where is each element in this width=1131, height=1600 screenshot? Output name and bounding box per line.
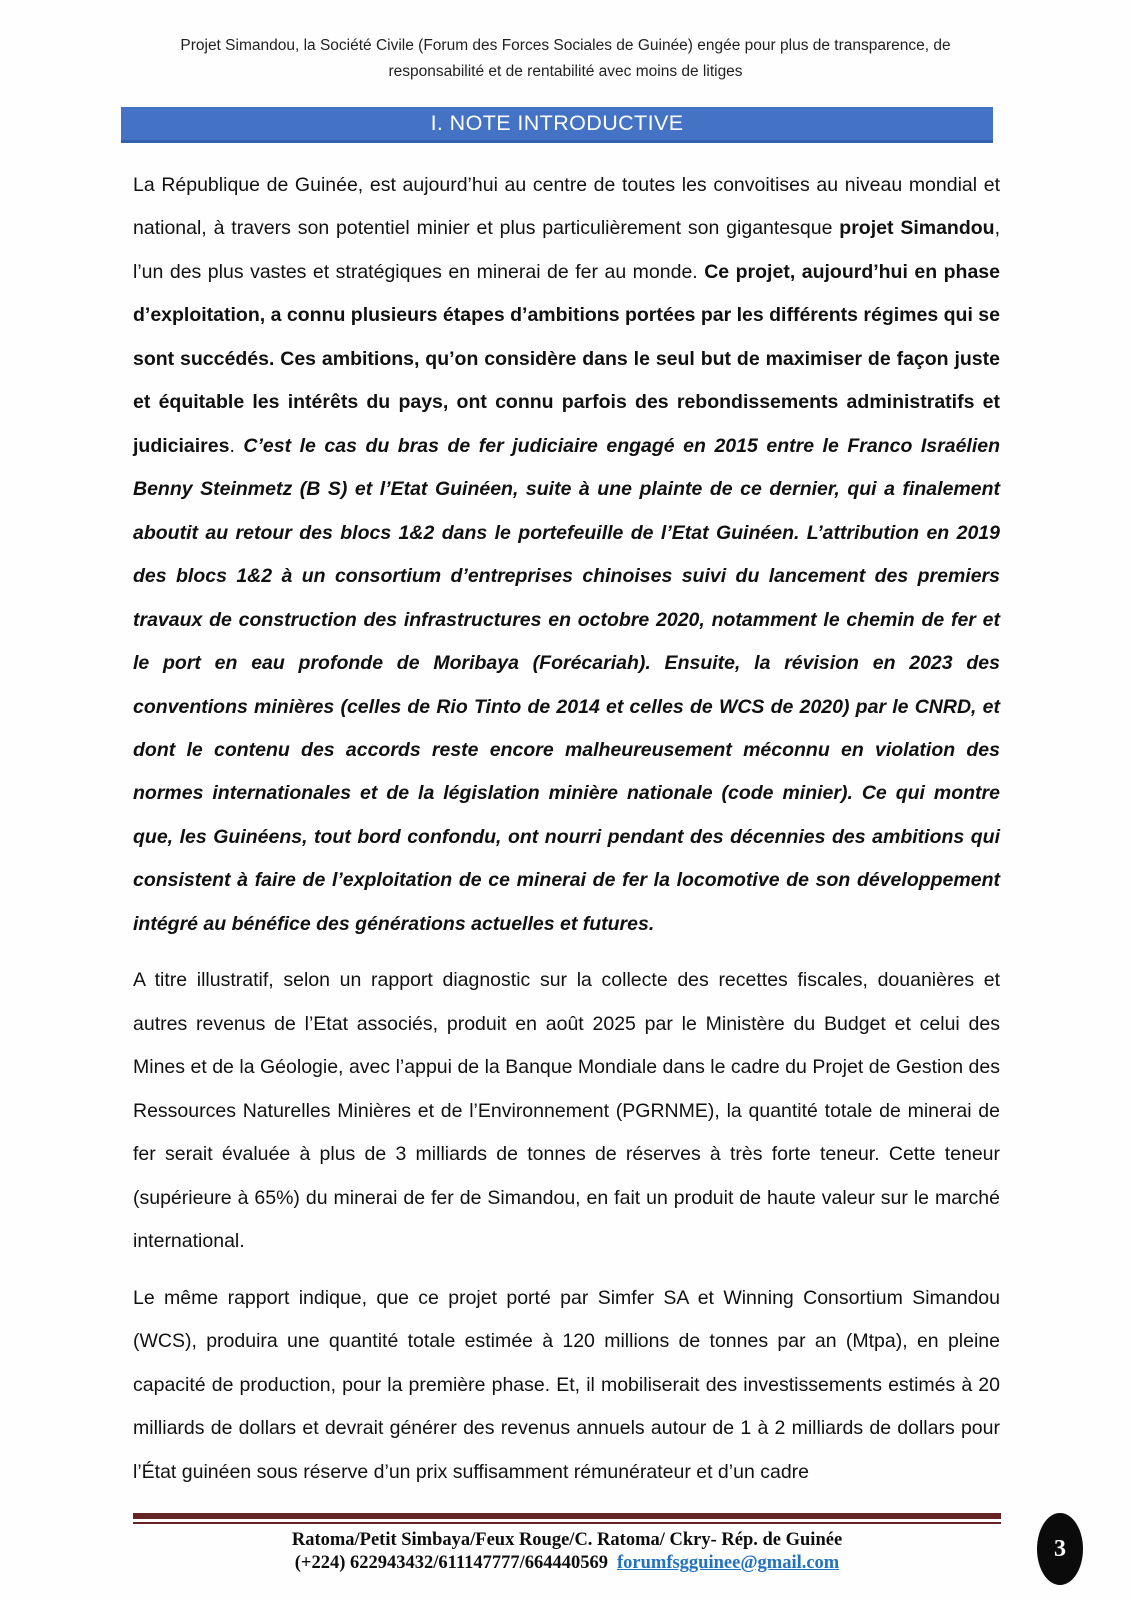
section-title: I. NOTE INTRODUCTIVE	[430, 110, 684, 135]
footer-phone-numbers: (+224) 622943432/611147777/664440569	[294, 1553, 608, 1573]
text-segment: , l’un des plus vastes et stratégiques en minerai de fer au monde.	[133, 217, 1000, 283]
paragraph	[133, 1277, 1000, 1494]
footer-rule-thick	[133, 1513, 1001, 1519]
document-body	[133, 164, 1000, 1495]
footer-email-link[interactable]: forumfsgguinee@gmail.com	[617, 1553, 840, 1573]
text-segment: C’est le cas du bras de fer judiciaire engagé en 2015 entre le Franco Israélien Benny Steinmetz (B S) et l’Etat Guinéen, suite à une plainte de ce dernier, qui a finalement aboutit au retour des blocs 1&2 dans le portefeuille de l’Etat Guinéen. L’attribution en 2019 des blocs 1&2 à un consortium d’entreprises chinoises suivi du lancement des premiers travaux de construction des infrastructures en octobre 2020, notamment le chemin de fer et le port en eau profonde de Moribaya (Forécariah). Ensuite, la révision en 2023 des conventions minières (celles de Rio Tinto de 2014 et celles de WCS de 2020) par le CNRD, et dont le contenu des accords reste encore malheureusement méconnu en violation des normes internationales et de la législation minière nationale (code minier). Ce qui montre que, les Guinéens, tout bord confondu, ont nourri pendant des décennies des ambitions qui consistent à faire de l’exploitation de ce minerai de fer la locomotive de son développement intégré au bénéfice des générations actuelles et futures.	[133, 434, 1001, 935]
text-segment: projet Simandou	[839, 217, 995, 240]
text-segment: .	[229, 434, 244, 457]
document-header-title: Projet Simandou, la Société Civile (Forum des Forces Sociales de Guinée) engée pour plus de transparence, de responsabilité et de rentabilité avec moins de litiges	[180, 37, 951, 81]
section-title-banner	[121, 107, 993, 143]
footer-address: Ratoma/Petit Simbaya/Feux Rouge/C. Ratoma/ Ckry- Rép. de Guinée	[291, 1530, 843, 1550]
footer-rule	[133, 1513, 1001, 1524]
footer-contact-line	[133, 1552, 1001, 1575]
text-segment: A titre illustratif, selon un rapport diagnostic sur la collecte des recettes fiscales, douanières et autres revenus de l’Etat associés, produit en août 2025 par le Ministère du Budget et celui des Mines et de la Géologie, avec l’appui de la Banque Mondiale dans le cadre du Projet de Gestion des Ressources Naturelles Minières et de l’Environnement (PGRNME), la quantité totale de minerai de fer serait évaluée à plus de 3 milliards de tonnes de réserves à très forte teneur. Cette teneur (supérieure à 65%) du minerai de fer de Simandou, en fait un produit de haute valeur sur le marché international.	[133, 969, 1000, 1253]
footer-text-block	[133, 1529, 1001, 1575]
text-segment: La République de Guinée, est aujourd’hui au centre de toutes les convoitises au niveau mondial et national, à travers son potentiel minier et plus particulièrement son gigantesque	[133, 173, 1000, 240]
text-segment: Le même rapport indique, que ce projet porté par Simfer SA et Winning Consortium Simandou (WCS), produira une quantité totale estimée à 120 millions de tonnes par an (Mtpa), en pleine capacité de production, pour la première phase. Et, il mobiliserait des investissements estimés à 20 milliards de dollars et devrait générer des revenus annuels autour de 1 à 2 milliards de dollars pour l’État guinéen sous réserve d’un prix suffisamment rémunérateur et d’un cadre	[133, 1286, 1000, 1483]
footer-rule-thin	[133, 1522, 1001, 1524]
text-segment: Ce projet, aujourd’hui en phase d’exploitation, a connu plusieurs étapes d’ambitions portées par les différents régimes qui se sont succédés. Ces ambitions, qu’on considère dans le seul but de maximiser de façon juste et équitable les intérêts du pays, ont connu parfois des rebondissements administratifs et judiciaires	[133, 260, 1000, 457]
document-footer	[0, 1513, 1131, 1575]
paragraph	[133, 959, 1000, 1263]
page-number: 3	[1054, 1535, 1066, 1562]
paragraph	[133, 164, 1000, 947]
page-number-badge	[1037, 1513, 1083, 1585]
